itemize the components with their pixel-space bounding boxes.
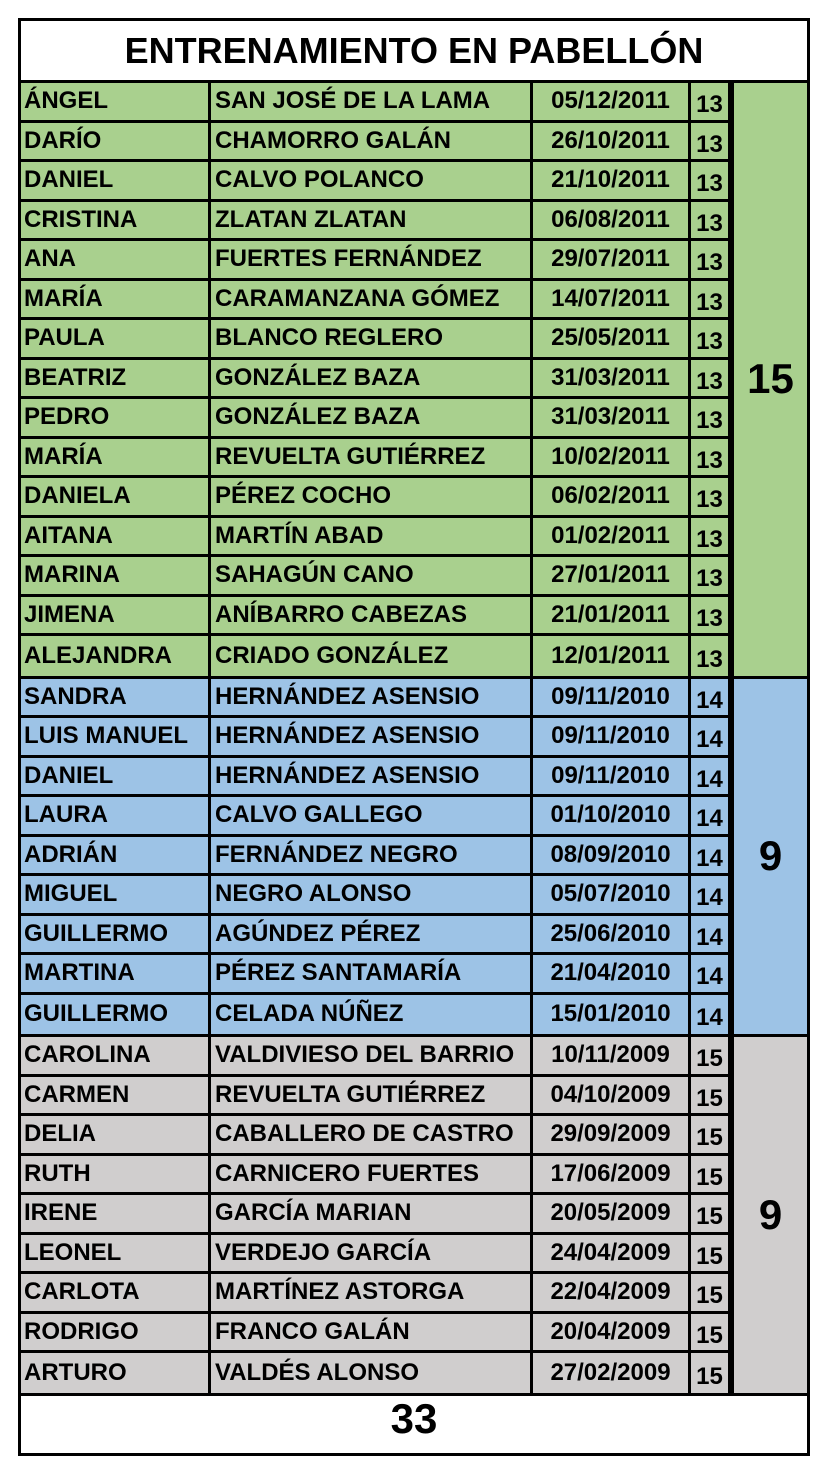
- last-name-cell: FERNÁNDEZ NEGRO: [211, 837, 533, 874]
- birth-date-cell: 31/03/2011: [533, 360, 691, 397]
- group-rows: [21, 679, 731, 1035]
- age-cell: 15: [691, 1353, 731, 1393]
- first-name-cell: PAULA: [21, 320, 211, 357]
- table-row: [21, 1116, 731, 1156]
- first-name-cell: RUTH: [21, 1156, 211, 1193]
- birth-date-cell: 12/01/2011: [533, 636, 691, 676]
- birth-date-cell: 27/02/2009: [533, 1353, 691, 1393]
- table-row: [21, 360, 731, 400]
- table-row: [21, 281, 731, 321]
- last-name-cell: ANÍBARRO CABEZAS: [211, 597, 533, 634]
- birth-date-cell: 06/08/2011: [533, 202, 691, 239]
- age-cell: 13: [691, 360, 731, 397]
- age-cell: 15: [691, 1037, 731, 1074]
- table-row: [21, 797, 731, 837]
- last-name-cell: SAHAGÚN CANO: [211, 557, 533, 594]
- table-row: [21, 1156, 731, 1196]
- birth-date-cell: 01/10/2010: [533, 797, 691, 834]
- table-row: [21, 478, 731, 518]
- birth-date-cell: 24/04/2009: [533, 1235, 691, 1272]
- birth-date-cell: 09/11/2010: [533, 758, 691, 795]
- last-name-cell: CALVO GALLEGO: [211, 797, 533, 834]
- first-name-cell: ANA: [21, 241, 211, 278]
- first-name-cell: ADRIÁN: [21, 837, 211, 874]
- last-name-cell: SAN JOSÉ DE LA LAMA: [211, 83, 533, 120]
- first-name-cell: DANIELA: [21, 478, 211, 515]
- age-cell: 15: [691, 1195, 731, 1232]
- first-name-cell: RODRIGO: [21, 1314, 211, 1351]
- first-name-cell: IRENE: [21, 1195, 211, 1232]
- first-name-cell: DANIEL: [21, 758, 211, 795]
- birth-date-cell: 20/04/2009: [533, 1314, 691, 1351]
- first-name-cell: LEONEL: [21, 1235, 211, 1272]
- birth-date-cell: 17/06/2009: [533, 1156, 691, 1193]
- first-name-cell: DANIEL: [21, 162, 211, 199]
- birth-date-cell: 25/06/2010: [533, 916, 691, 953]
- birth-date-cell: 09/11/2010: [533, 718, 691, 755]
- last-name-cell: CARAMANZANA GÓMEZ: [211, 281, 533, 318]
- birth-date-cell: 22/04/2009: [533, 1274, 691, 1311]
- sheet-title: ENTRENAMIENTO EN PABELLÓN: [21, 21, 807, 83]
- table-row: [21, 679, 731, 719]
- first-name-cell: ALEJANDRA: [21, 636, 211, 676]
- age-cell: 14: [691, 718, 731, 755]
- birth-date-cell: 01/02/2011: [533, 518, 691, 555]
- first-name-cell: ARTURO: [21, 1353, 211, 1393]
- first-name-cell: JIMENA: [21, 597, 211, 634]
- table-row: [21, 597, 731, 637]
- age-cell: 15: [691, 1156, 731, 1193]
- birth-date-cell: 14/07/2011: [533, 281, 691, 318]
- age-cell: 14: [691, 797, 731, 834]
- birth-date-cell: 25/05/2011: [533, 320, 691, 357]
- table-row: [21, 1037, 731, 1077]
- age-cell: 13: [691, 202, 731, 239]
- table-row: [21, 123, 731, 163]
- birth-date-cell: 27/01/2011: [533, 557, 691, 594]
- age-cell: 14: [691, 995, 731, 1035]
- first-name-cell: CAROLINA: [21, 1037, 211, 1074]
- table-row: [21, 995, 731, 1035]
- first-name-cell: DELIA: [21, 1116, 211, 1153]
- first-name-cell: BEATRIZ: [21, 360, 211, 397]
- birth-date-cell: 06/02/2011: [533, 478, 691, 515]
- age-cell: 14: [691, 916, 731, 953]
- first-name-cell: MIGUEL: [21, 876, 211, 913]
- age-groups: [21, 83, 807, 1396]
- last-name-cell: MARTÍN ABAD: [211, 518, 533, 555]
- table-row: [21, 955, 731, 995]
- table-row: [21, 241, 731, 281]
- first-name-cell: CRISTINA: [21, 202, 211, 239]
- last-name-cell: HERNÁNDEZ ASENSIO: [211, 718, 533, 755]
- first-name-cell: SANDRA: [21, 679, 211, 716]
- table-row: [21, 518, 731, 558]
- first-name-cell: MARTINA: [21, 955, 211, 992]
- group-rows: [21, 1037, 731, 1393]
- birth-date-cell: 31/03/2011: [533, 399, 691, 436]
- birth-date-cell: 15/01/2010: [533, 995, 691, 1035]
- table-row: [21, 1077, 731, 1117]
- last-name-cell: REVUELTA GUTIÉRREZ: [211, 1077, 533, 1114]
- table-row: [21, 83, 731, 123]
- group-rows: [21, 83, 731, 676]
- last-name-cell: VALDIVIESO DEL BARRIO: [211, 1037, 533, 1074]
- age-cell: 13: [691, 518, 731, 555]
- age-cell: 13: [691, 320, 731, 357]
- age-cell: 13: [691, 557, 731, 594]
- birth-date-cell: 09/11/2010: [533, 679, 691, 716]
- group-count: 15: [731, 83, 807, 676]
- last-name-cell: FRANCO GALÁN: [211, 1314, 533, 1351]
- last-name-cell: CRIADO GONZÁLEZ: [211, 636, 533, 676]
- last-name-cell: BLANCO REGLERO: [211, 320, 533, 357]
- first-name-cell: AITANA: [21, 518, 211, 555]
- first-name-cell: ÁNGEL: [21, 83, 211, 120]
- total-count: 33: [390, 1395, 438, 1442]
- group-count: 9: [731, 1037, 807, 1393]
- last-name-cell: AGÚNDEZ PÉREZ: [211, 916, 533, 953]
- birth-date-cell: 26/10/2011: [533, 123, 691, 160]
- last-name-cell: CELADA NÚÑEZ: [211, 995, 533, 1035]
- table-row: [21, 1314, 731, 1354]
- first-name-cell: PEDRO: [21, 399, 211, 436]
- age-cell: 14: [691, 876, 731, 913]
- last-name-cell: GONZÁLEZ BAZA: [211, 399, 533, 436]
- first-name-cell: MARINA: [21, 557, 211, 594]
- age-cell: 13: [691, 478, 731, 515]
- birth-date-cell: 29/07/2011: [533, 241, 691, 278]
- first-name-cell: CARLOTA: [21, 1274, 211, 1311]
- age-cell: 14: [691, 679, 731, 716]
- age-cell: 15: [691, 1235, 731, 1272]
- birth-date-cell: 21/04/2010: [533, 955, 691, 992]
- age-group: [21, 679, 807, 1038]
- table-row: [21, 557, 731, 597]
- last-name-cell: VERDEJO GARCÍA: [211, 1235, 533, 1272]
- birth-date-cell: 08/09/2010: [533, 837, 691, 874]
- last-name-cell: GONZÁLEZ BAZA: [211, 360, 533, 397]
- last-name-cell: CHAMORRO GALÁN: [211, 123, 533, 160]
- age-cell: 14: [691, 758, 731, 795]
- age-cell: 13: [691, 83, 731, 120]
- age-cell: 15: [691, 1274, 731, 1311]
- last-name-cell: GARCÍA MARIAN: [211, 1195, 533, 1232]
- last-name-cell: NEGRO ALONSO: [211, 876, 533, 913]
- age-cell: 14: [691, 837, 731, 874]
- last-name-cell: REVUELTA GUTIÉRREZ: [211, 439, 533, 476]
- last-name-cell: HERNÁNDEZ ASENSIO: [211, 758, 533, 795]
- table-row: [21, 837, 731, 877]
- age-cell: 13: [691, 241, 731, 278]
- birth-date-cell: 10/02/2011: [533, 439, 691, 476]
- table-row: [21, 399, 731, 439]
- last-name-cell: CALVO POLANCO: [211, 162, 533, 199]
- age-cell: 13: [691, 399, 731, 436]
- table-row: [21, 1274, 731, 1314]
- table-row: [21, 758, 731, 798]
- last-name-cell: FUERTES FERNÁNDEZ: [211, 241, 533, 278]
- table-row: [21, 320, 731, 360]
- table-row: [21, 439, 731, 479]
- birth-date-cell: 10/11/2009: [533, 1037, 691, 1074]
- age-cell: 15: [691, 1314, 731, 1351]
- age-cell: 13: [691, 281, 731, 318]
- last-name-cell: MARTÍNEZ ASTORGA: [211, 1274, 533, 1311]
- first-name-cell: MARÍA: [21, 439, 211, 476]
- table-row: [21, 876, 731, 916]
- birth-date-cell: 05/07/2010: [533, 876, 691, 913]
- last-name-cell: VALDÉS ALONSO: [211, 1353, 533, 1393]
- last-name-cell: HERNÁNDEZ ASENSIO: [211, 679, 533, 716]
- table-row: [21, 1235, 731, 1275]
- birth-date-cell: 21/01/2011: [533, 597, 691, 634]
- age-cell: 13: [691, 123, 731, 160]
- last-name-cell: CABALLERO DE CASTRO: [211, 1116, 533, 1153]
- last-name-cell: PÉREZ COCHO: [211, 478, 533, 515]
- table-row: [21, 162, 731, 202]
- first-name-cell: LUIS MANUEL: [21, 718, 211, 755]
- birth-date-cell: 29/09/2009: [533, 1116, 691, 1153]
- group-count: 9: [731, 679, 807, 1035]
- age-group: [21, 1037, 807, 1396]
- first-name-cell: GUILLERMO: [21, 916, 211, 953]
- last-name-cell: PÉREZ SANTAMARÍA: [211, 955, 533, 992]
- table-row: [21, 202, 731, 242]
- table-row: [21, 636, 731, 676]
- birth-date-cell: 20/05/2009: [533, 1195, 691, 1232]
- first-name-cell: MARÍA: [21, 281, 211, 318]
- age-group: [21, 83, 807, 679]
- last-name-cell: CARNICERO FUERTES: [211, 1156, 533, 1193]
- first-name-cell: LAURA: [21, 797, 211, 834]
- age-cell: 13: [691, 439, 731, 476]
- roster-sheet: [18, 18, 810, 1456]
- birth-date-cell: 21/10/2011: [533, 162, 691, 199]
- age-cell: 14: [691, 955, 731, 992]
- first-name-cell: DARÍO: [21, 123, 211, 160]
- age-cell: 13: [691, 597, 731, 634]
- first-name-cell: CARMEN: [21, 1077, 211, 1114]
- age-cell: 13: [691, 636, 731, 676]
- age-cell: 15: [691, 1077, 731, 1114]
- first-name-cell: GUILLERMO: [21, 995, 211, 1035]
- last-name-cell: ZLATAN ZLATAN: [211, 202, 533, 239]
- age-cell: 15: [691, 1116, 731, 1153]
- table-row: [21, 1195, 731, 1235]
- birth-date-cell: 05/12/2011: [533, 83, 691, 120]
- birth-date-cell: 04/10/2009: [533, 1077, 691, 1114]
- table-row: [21, 718, 731, 758]
- table-row: [21, 916, 731, 956]
- age-cell: 13: [691, 162, 731, 199]
